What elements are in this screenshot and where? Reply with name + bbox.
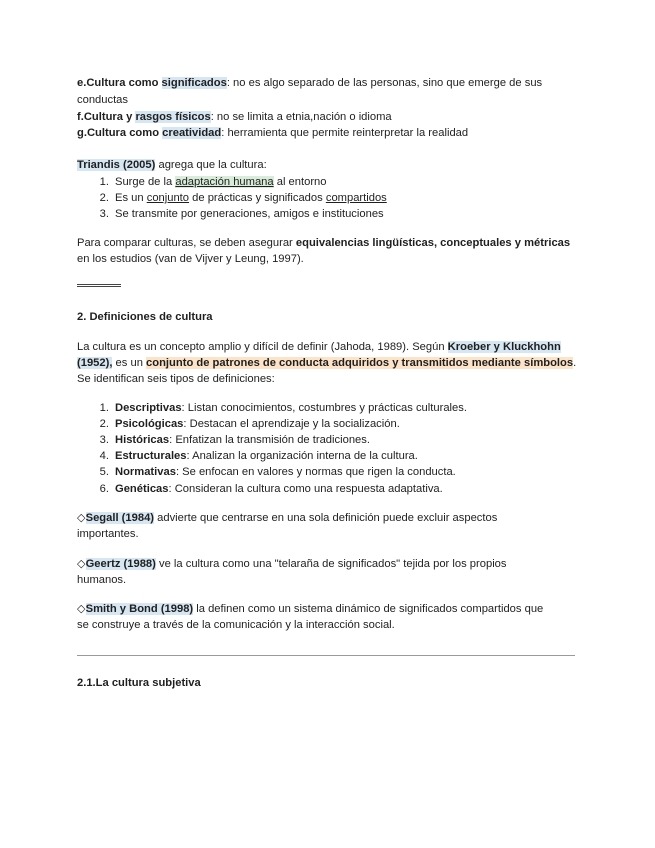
item-g-text: : herramienta que permite reinterpretar la realidad xyxy=(221,127,469,139)
compare-paragraph-cont: en los estudios (van de Vijver y Leung, 1997). xyxy=(77,253,304,265)
item-e-label: e.Cultura como xyxy=(77,77,162,89)
item-text: Es un xyxy=(115,192,147,204)
list-number: 2. xyxy=(99,192,109,204)
compare-bold: equivalencias lingüísticas, conceptuales y métricas xyxy=(295,237,571,249)
type-name: Históricas xyxy=(115,434,170,446)
item-text: al entorno xyxy=(273,176,327,188)
list-number: 6. xyxy=(99,483,109,495)
item-text: Surge de la xyxy=(115,176,176,188)
type-desc: : Enfatizan la transmisión de tradiciones. xyxy=(169,434,370,446)
quote-segall xyxy=(77,511,497,526)
quote-segall-cont: importantes. xyxy=(77,528,139,540)
quote-smith-bond-cont: se construye a través de la comunicación y la interacción social. xyxy=(77,619,395,631)
item-underline: compartidos xyxy=(325,192,387,204)
type-desc: : Destacan el aprendizaje y la socialización. xyxy=(183,418,400,430)
paragraph-text: La cultura es un concepto amplio y difícil de definir (Jahoda, 1989). Según xyxy=(77,341,448,353)
item-g-label: g.Cultura como xyxy=(77,127,163,139)
quote-text: ve la cultura como una "telaraña de significados" tejida por los propios xyxy=(155,558,507,570)
type-name: Normativas xyxy=(115,466,176,478)
item-e-continuation: conductas xyxy=(77,94,128,106)
definition-type-item xyxy=(77,401,467,416)
definition-paragraph xyxy=(77,340,561,355)
item-f-text: : no se limita a etnia,nación o idioma xyxy=(210,111,392,123)
list-number: 3. xyxy=(99,434,109,446)
quote-geertz xyxy=(77,557,507,572)
triandis-intro xyxy=(77,158,267,173)
quote-text: advierte que centrarse en una sola definición puede excluir aspectos xyxy=(154,512,498,524)
definition-highlight: conjunto de patrones de conducta adquiridos y transmitidos mediante símbolos xyxy=(146,357,574,369)
type-desc: : Listan conocimientos, costumbres y prácticas culturales. xyxy=(181,402,467,414)
triandis-item xyxy=(77,175,327,190)
item-e xyxy=(77,76,542,91)
section-title-text: 2. Definiciones de cultura xyxy=(77,311,213,323)
triandis-author: Triandis (2005) xyxy=(77,159,156,171)
list-number: 3. xyxy=(99,208,109,220)
item-f xyxy=(77,110,392,125)
quote-geertz-cont: humanos. xyxy=(77,574,127,586)
subsection-title-text: 2.1.La cultura subjetiva xyxy=(77,677,201,689)
paragraph-text: . xyxy=(573,357,577,369)
section-title xyxy=(77,310,213,325)
author-highlight: Segall (1984) xyxy=(85,512,155,524)
definition-paragraph xyxy=(77,356,576,371)
type-name: Psicológicas xyxy=(115,418,184,430)
definition-type-item xyxy=(77,417,400,432)
list-number: 2. xyxy=(99,418,109,430)
definition-type-item xyxy=(77,482,443,497)
item-e-highlight: significados xyxy=(161,77,227,89)
item-f-highlight: rasgos físicos xyxy=(135,111,211,123)
definition-paragraph: Se identifican seis tipos de definiciones: xyxy=(77,373,275,385)
type-desc: : Analizan la organización interna de la cultura. xyxy=(186,450,418,462)
triandis-item xyxy=(77,191,387,206)
compare-text: Para comparar culturas, se deben asegurar xyxy=(77,237,296,249)
type-name: Descriptivas xyxy=(115,402,182,414)
author-highlight: Smith y Bond (1998) xyxy=(85,603,194,615)
type-desc: : Se enfocan en valores y normas que rigen la conducta. xyxy=(175,466,456,478)
triandis-intro-text: agrega que la cultura: xyxy=(155,159,267,171)
item-text: de prácticas y significados xyxy=(189,192,326,204)
type-name: Genéticas xyxy=(115,483,169,495)
diamond-icon: ◇ xyxy=(77,512,86,524)
quote-text: la definen como un sistema dinámico de significados compartidos que xyxy=(193,603,544,615)
list-number: 1. xyxy=(99,176,109,188)
list-number: 5. xyxy=(99,466,109,478)
diamond-icon: ◇ xyxy=(77,558,86,570)
item-g-highlight: creatividad xyxy=(162,127,222,139)
definition-type-item xyxy=(77,465,456,480)
item-underline: conjunto xyxy=(146,192,190,204)
short-divider xyxy=(77,284,121,287)
list-number: 1. xyxy=(99,402,109,414)
author-highlight: (1952), xyxy=(77,357,113,369)
compare-paragraph xyxy=(77,236,570,251)
item-text: Se transmite por generaciones, amigos e instituciones xyxy=(115,208,384,220)
type-desc: : Consideran la cultura como una respuesta adaptativa. xyxy=(168,483,443,495)
triandis-item xyxy=(77,207,384,222)
definition-type-item xyxy=(77,433,370,448)
item-highlight: adaptación humana xyxy=(175,176,274,188)
subsection-title xyxy=(77,676,201,691)
author-highlight: Kroeber y Kluckhohn xyxy=(447,341,561,353)
author-highlight: Geertz (1988) xyxy=(85,558,156,570)
item-e-text: : no es algo separado de las personas, sino que emerge de sus xyxy=(226,77,543,89)
item-g xyxy=(77,126,468,141)
definition-type-item xyxy=(77,449,418,464)
type-name: Estructurales xyxy=(115,450,187,462)
list-number: 4. xyxy=(99,450,109,462)
paragraph-text: es un xyxy=(112,357,147,369)
horizontal-rule xyxy=(77,655,575,656)
quote-smith-bond xyxy=(77,602,543,617)
item-f-label: f.Cultura y xyxy=(77,111,136,123)
diamond-icon: ◇ xyxy=(77,603,86,615)
